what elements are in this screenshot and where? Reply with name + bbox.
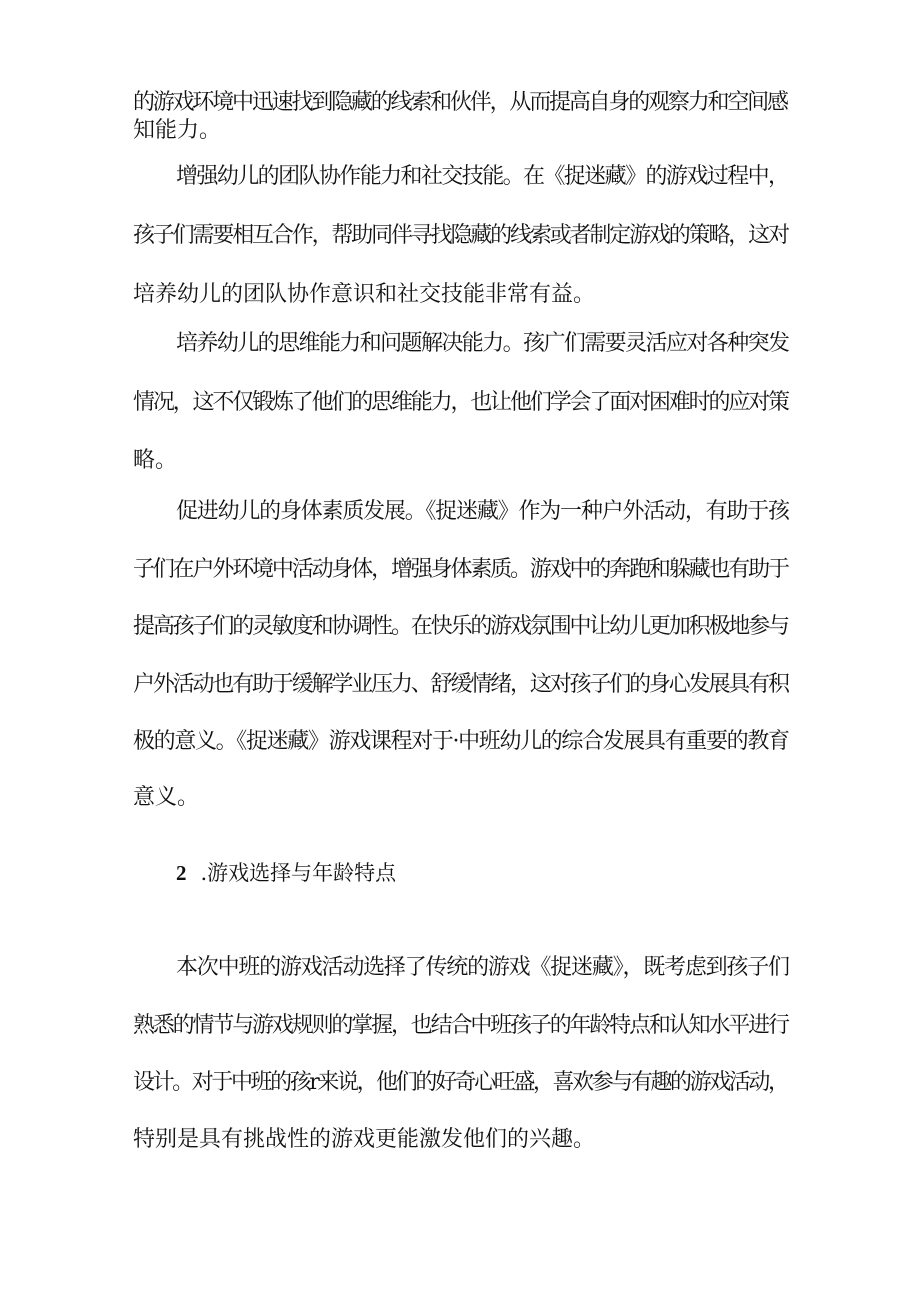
text-line: 子们在户外环境中活动身体，增强身体素质。游戏中的奔跑和躲藏也有助于 [133,557,788,582]
text-line: 设计。对于中班的孩r来说，他们的好奇心旺盛，喜欢参与有趣的游戏活动， [133,1070,788,1095]
text-line: 培养幼儿的思维能力和问题解决能力。孩广们需要灵活应对各种突发 [176,331,789,356]
text-line: 本次中班的游戏活动选择了传统的游戏《捉迷藏》，既考虑到孩子们 [176,955,789,980]
text-line: 极的意义。《捉迷藏》游戏课程对于·中班幼儿的综合发展具有重要的教育 [133,729,789,754]
text-line: 提高孩子们的灵敏度和协调性。在快乐的游戏氛围中让幼儿更加积极地参与 [133,614,788,639]
text-line: 特别是具有挑战性的游戏更能激发他们的兴趣。 [133,1127,596,1152]
text-line: 意义。 [133,785,200,810]
text-line: 户外活动也有助于缓解学业压力、舒缓情绪，这对孩子们的身心发展具有积 [133,672,788,697]
text-line: 情况，这不仅锻炼了他们的思维能力，也让他们学会了面对困难时的应对策 [133,390,788,415]
section-number: 2 [176,861,187,885]
text-line: 培养幼儿的团队协作意识和社交技能非常有益。 [133,282,596,307]
text-line: 略。 [133,448,178,473]
section-title: .游戏选择与年龄特点 [200,861,397,885]
text-line: 的游戏环境中迅速找到隐藏的线索和伙伴，从而提高自身的观察力和空间感 [133,90,787,115]
text-line: 增强幼儿的团队协作能力和社交技能。在《捉迷藏》的游戏过程中， [176,164,789,189]
text-line: 熟悉的情节与游戏规则的掌握，也结合中班孩子的年龄特点和认知水平进行 [133,1013,788,1038]
text-line: 促进幼儿的身体素质发展。《捉迷藏》作为一种户外活动，有助于孩 [176,499,789,524]
text-line: 知能力。 [133,118,222,143]
text-line: 孩子们需要相互合作，帮助同伴寻找隐藏的线索或者制定游戏的策略，这对 [133,223,788,248]
section-heading [176,858,396,888]
